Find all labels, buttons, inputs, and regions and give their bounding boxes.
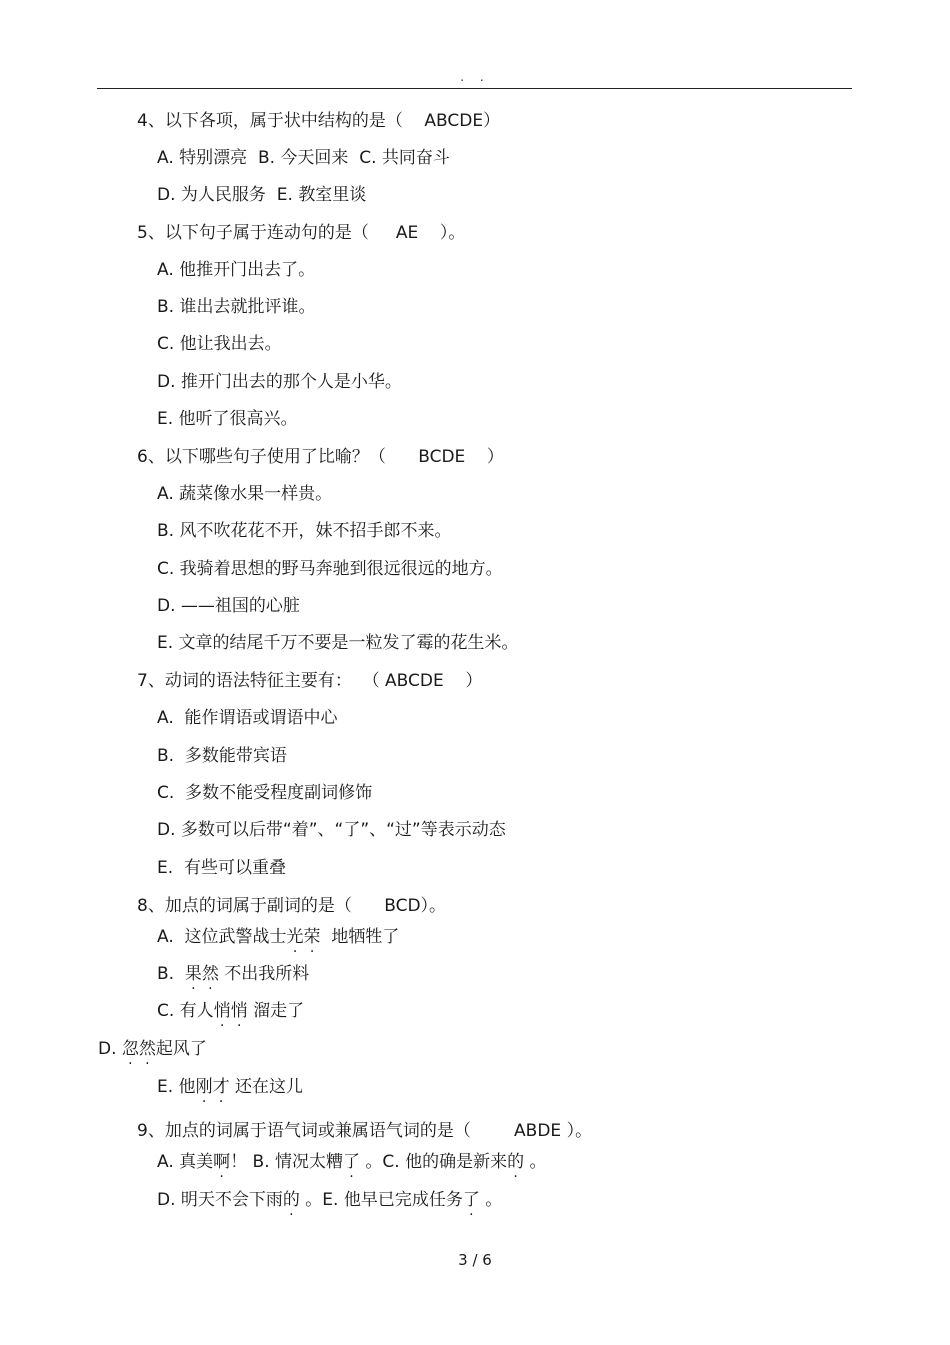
- text-segment: A. 这位武警战士: [157, 927, 287, 947]
- option-line: [157, 408, 298, 430]
- text-segment: E. 有些可以重叠: [157, 858, 286, 878]
- question-line: [137, 446, 504, 468]
- header-dots: . .: [460, 70, 490, 84]
- emphasis-dotted-char: 才: [212, 1077, 230, 1097]
- text-segment: D.: [98, 1039, 122, 1059]
- emphasis-dotted-char: 悄: [213, 1001, 231, 1021]
- text-segment: 。C. 他的确是新来: [360, 1152, 508, 1172]
- text-segment: 。: [479, 1190, 503, 1210]
- text-segment: E. 文章的结尾千万不要是一粒发了霉的花生米。: [157, 633, 519, 653]
- option-line: [157, 819, 506, 841]
- option-line: [157, 147, 450, 169]
- text-segment: E. 他: [157, 1077, 196, 1097]
- text-segment: D. 推开门出去的那个人是小华。: [157, 372, 402, 392]
- page-number: 3 / 6: [458, 1251, 492, 1269]
- text-segment: 4、以下各项，属于状中结构的是（ ABCDE）: [137, 111, 501, 131]
- option-line: [157, 371, 402, 393]
- text-segment: 。E. 他早已完成任务: [299, 1190, 463, 1210]
- text-segment: D. 多数可以后带“着”、“了”、“过”等表示动态: [157, 820, 506, 840]
- option-line: [157, 1151, 547, 1173]
- option-line: [157, 520, 451, 542]
- emphasis-dotted-char: 啊: [213, 1152, 231, 1172]
- header-rule: [97, 88, 852, 89]
- text-segment: 溜走了: [247, 1001, 305, 1021]
- text-segment: 还在这儿: [229, 1077, 303, 1097]
- text-segment: 地牺牲了: [320, 927, 400, 947]
- text-segment: B. 多数能带宾语: [157, 746, 287, 766]
- emphasis-dotted-char: 刚: [195, 1077, 213, 1097]
- text-segment: A. 他推开门出去了。: [157, 260, 316, 280]
- text-segment: 7、动词的语法特征主要有： （ ABCDE ）: [137, 671, 483, 691]
- text-segment: B.: [157, 964, 185, 984]
- question-line: [137, 222, 465, 244]
- option-line: [157, 926, 399, 948]
- option-line: [157, 1000, 304, 1022]
- text-segment: A. 蔬菜像水果一样贵。: [157, 484, 333, 504]
- text-segment: A. 能作谓语或谓语中心: [157, 708, 338, 728]
- emphasis-dotted-char: 悄: [230, 1001, 248, 1021]
- option-line: [157, 963, 309, 985]
- text-segment: C. 我骑着思想的野马奔驰到很远很远的地方。: [157, 559, 503, 579]
- option-line: [157, 259, 315, 281]
- text-segment: C. 他让我出去。: [157, 334, 282, 354]
- emphasis-dotted-char: 的: [282, 1190, 300, 1210]
- text-segment: C. 有人: [157, 1001, 214, 1021]
- option-line: [157, 1076, 303, 1098]
- question-line: [137, 110, 500, 132]
- text-segment: ！ B. 情况太糟: [230, 1152, 344, 1172]
- emphasis-dotted-char: 忽: [121, 1039, 139, 1059]
- text-segment: A. 真美: [157, 1152, 214, 1172]
- option-line: [157, 632, 519, 654]
- text-segment: C. 多数不能受程度副词修饰: [157, 783, 373, 803]
- emphasis-dotted-char: 了: [343, 1152, 361, 1172]
- text-segment: B. 谁出去就批评谁。: [157, 297, 316, 317]
- text-segment: D. 明天不会下雨: [157, 1190, 283, 1210]
- option-line: [157, 333, 282, 355]
- option-line: [157, 782, 372, 804]
- text-segment: 起风了: [155, 1039, 207, 1059]
- text-segment: D. ——祖国的心脏: [157, 596, 300, 616]
- text-segment: 。: [524, 1152, 547, 1172]
- option-line: [157, 745, 287, 767]
- emphasis-dotted-char: 的: [507, 1152, 525, 1172]
- text-segment: 5、以下句子属于连动句的是（ AE ）。: [137, 223, 466, 243]
- emphasis-dotted-char: 然: [138, 1039, 156, 1059]
- question-line: [137, 895, 446, 917]
- option-line: [157, 595, 300, 617]
- option-line: [98, 1038, 207, 1060]
- emphasis-dotted-char: 然: [201, 964, 219, 984]
- text-segment: E. 他听了很高兴。: [157, 409, 298, 429]
- text-segment: B. 风不吹花花不开，妹不招手郎不来。: [157, 521, 452, 541]
- text-segment: D. 为人民服务 E. 教室里谈: [157, 185, 367, 205]
- text-segment: 不出我所料: [218, 964, 310, 984]
- text-segment: 8、加点的词属于副词的是（ BCD）。: [137, 896, 447, 916]
- option-line: [157, 184, 366, 206]
- emphasis-dotted-char: 了: [462, 1190, 480, 1210]
- option-line: [157, 296, 315, 318]
- option-line: [157, 558, 503, 580]
- emphasis-dotted-char: 果: [184, 964, 202, 984]
- question-line: [137, 670, 482, 692]
- emphasis-dotted-char: 光: [286, 927, 304, 947]
- emphasis-dotted-char: 荣: [303, 927, 321, 947]
- option-line: [157, 857, 286, 879]
- text-segment: 6、以下哪些句子使用了比喻？（ BCDE ）: [137, 447, 504, 467]
- text-segment: 9、加点的词属于语气词或兼属语气词的是（ ABDE ）。: [137, 1121, 593, 1141]
- option-line: [157, 1189, 502, 1211]
- option-line: [157, 707, 338, 729]
- option-line: [157, 483, 332, 505]
- text-segment: A. 特别漂亮 B. 今天回来 C. 共同奋斗: [157, 148, 450, 168]
- question-line: [137, 1120, 592, 1142]
